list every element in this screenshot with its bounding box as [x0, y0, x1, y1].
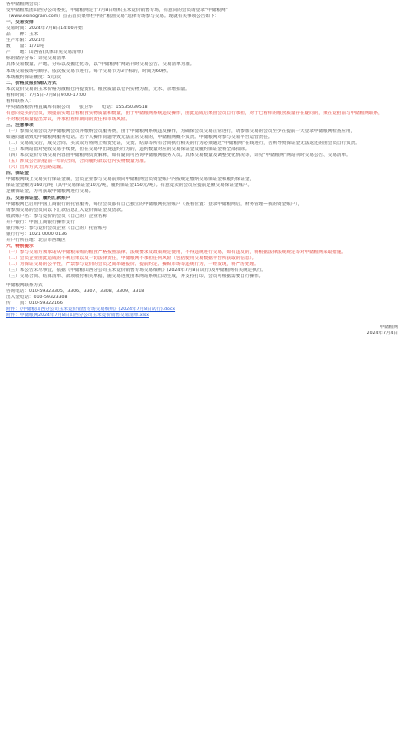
section-6-title: 六、特别提示 — [6, 243, 34, 249]
tip-4: （三）本公告未尽事宜，依据《中储粮山西分公司玉米竞价销售专场交易细则》(2024年7月8日试行)及中储粮网有关规定执行。 — [6, 268, 267, 274]
bond-note: 本场履约保证额度：5元/次 — [6, 74, 62, 80]
contact-tel: 电话：15535039518 — [101, 104, 148, 110]
bond-line-3: 足额保证金，方可获取中储粮网进行交易。 — [6, 189, 94, 195]
section-2-title: 二、价格及报价确认方式 — [6, 80, 57, 86]
account-name: 收款账户名：参与竞价的会员（自己的）企业名称 — [6, 213, 108, 219]
bond-line-1: 中储粮网线上交易实行保证金制，会员企业参与交易前须向中储粮网会员资金账户内按规定缴纳交易保证金和履约保证金， — [6, 177, 255, 183]
origin: 产 地：山西省(具体详见交易清单) — [6, 50, 84, 56]
contact-name: 张卫华 — [79, 104, 93, 110]
bank-code: 银行行号：1021 0000 0136 — [6, 231, 67, 237]
storage-location: 标的储存分布：详见交易清单 — [6, 56, 66, 62]
tip-3: （二）为保证交易的公平性，严禁参与竞价的会员之间串通报价、提前约定、操纵市场等违规行为，一经发现，将严厉处理。 — [6, 262, 259, 268]
warning-line-1: 有意向竞买的会员，须提前实地自看粮食实物质量和数量，由于中储粮网系统违反操作，由此造成后果由会员自行承担，对于已看样的粮食质量存在疑问的，须在竞拍前与中储粮网联系， — [6, 110, 383, 116]
variety: 品 种：玉米 — [6, 32, 39, 38]
tip-1: （一）参与交易方须承诺从中储粮采购的粮食严格按照法律、法规要求及政策规定使用，不得违规进行交易，如有违反的，将根据法律法规规定等对中储粮网采取措施。 — [6, 249, 346, 255]
note-2: （二）交易成交后，成交合同、买卖双方将网上购货凭证，交货、结算等所有合同执行相关的行为必须通过“中储粮网”在线进行，否则导致保证金无法返还的由会员自行负责。 — [6, 141, 360, 147]
greeting: 各中储粮网会员： — [6, 2, 43, 7]
production-year: 生产年限：2021年 — [6, 38, 46, 44]
signature: 中储粮网 — [379, 325, 398, 331]
fax: 传 真：010-59322166 — [6, 301, 63, 307]
trade-time: 交易时间：2024年7月8日14:00开始 — [6, 26, 83, 32]
account-bank: 开户银行：中国工商银行操作支行 — [6, 219, 75, 225]
note-5: （五）涉及公告的提前一年的合同，合同履约款以仓内实物数量为准。 — [6, 159, 149, 165]
section-1-title: 一、交易安排 — [6, 20, 34, 26]
detail-note: 具体交易数量、产地、分布以及搬迁化等，以“中储粮网”网站刊时交易公告、交易清单为准。 — [6, 62, 195, 68]
contact-title: 中储粮网联系方式 — [6, 283, 43, 289]
notice-document — [6, 0, 398, 338]
fund-phone: 出入金电话：010-59323308 — [6, 295, 68, 301]
signature-date: 2024年7月4日 — [366, 331, 398, 337]
contact-company: 中央储备粮忻州直属库有限公司 — [6, 104, 71, 110]
view-contact: 看样联系人： — [6, 98, 34, 104]
section-5-title: 五、交易保证金、履约汇款账户 — [6, 195, 71, 201]
remit-line-1: 中储粮网已启用中国工商银行的托管服务，每位会员都有自己独立的中储粮网托管账户（查看位置：登录中储粮网后，财务管理—我的资金账户）， — [6, 201, 303, 207]
attachment-2-link[interactable]: 附件：中储粮网2024年7月8日山西分公司玉米竞价销售交易清单.xlsx — [6, 313, 149, 319]
note-4: （四）本次竞价专场交易内容由中储粮网负责解释，如有疑问可咨询中储粮网服务人员。具体交易数量及调整变化情况等，详见“中储粮网”网站刊时交易公告、交易清单。 — [6, 153, 351, 159]
bank-location: 开户行所在地：北京市西城区 — [6, 237, 66, 243]
section-3-title: 三、注意事项 — [6, 122, 34, 128]
note-3: （三）本网站留对免收交易手续费，但在交易中出现违约行为的，违约数量对应的交易保证金及履约保证金将全部扣除。 — [6, 147, 250, 153]
note-1b: 如遇问题请致电中储粮网服务电话。若个人操作问题导致无法正常交易的，中储粮网概不负责。中储粮网对参与交易平台运营责任。 — [6, 135, 273, 141]
account-number: 银行账号：参与竞价会员企业（自己的）托管账号 — [6, 225, 108, 231]
intro-line-1: 受中储粮集团山西分公司委托，中储粮网定于7月8日组织玉米竞价销售专场，有意向的会员请登录“中储粮网” — [6, 8, 228, 14]
intro-line-2: （www.esinograin.com）点击首页菜单栏中的“粮油交易”选择专场参与交易。现就有关事项公告如下： — [6, 14, 220, 20]
tip-2: （二）会员企业由此造成的不利后果以及一切法律责任，中储粮网不承担任何风险（包括使用交易数据平台所获取的信息）。 — [6, 255, 257, 261]
bond-line-2: 保证金金额为160元/吨（其中交易保证金10元/吨，履约保证金150元/吨）。有意竞卖的会员应提前足额交易保证金账户。 — [6, 183, 253, 189]
note-6: （六）出库方式为公路运输。 — [6, 165, 66, 171]
tip-5: （三）交易合同、结算清单、款项收付相关单据，随交易进度由本网站系统自动生成，并支持打印，会员可根据需要自行操作。 — [6, 274, 264, 280]
consult-phone: 咨询电话：010-59323305、3306、3307、3308、3309、3318 — [6, 289, 145, 295]
section-4-title: 四、保证金 — [6, 171, 29, 177]
warning-line-2: 不对粮食质量提出异议，并承担看样期间的责任和市场风险。 — [6, 116, 131, 122]
attachment-1-link[interactable]: 附件：《中储粮山西分公司玉米竞价销售专场交易细则》(2024年7月8日试行).docx — [6, 307, 176, 313]
quantity: 数 量：1/71吨 — [6, 44, 44, 50]
order-note: 本场交易按场号顺序、依次按交易节进行。每个交易节为3个标的，时间为60秒。 — [6, 68, 171, 74]
view-time: 看样时间：7月5日-7月8日9:00-17:00 — [6, 92, 86, 98]
remit-line-2: 请参加交易的会员向以下汇款信息汇入竞价保证金及货款。 — [6, 207, 126, 213]
price-desc: 本次竞价交易的玉米价格为散粮仓内提货价。粮食质量以仓内实物为准，无水、杂增扣量。 — [6, 86, 190, 92]
note-1a: （一）参加交易会员为中储粮网会员并缴纳会员服务费，由于中储粮网系统违反操作，为确保会员交易正常进行，请参加交易的会员至少在提前一天登录中储粮网检查应用， — [6, 128, 356, 134]
